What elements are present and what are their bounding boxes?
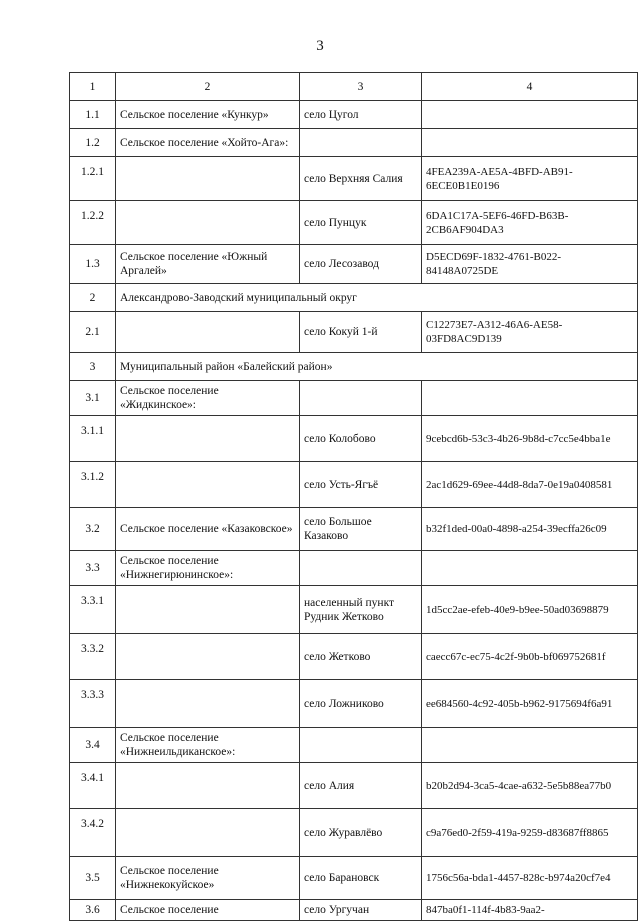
table-row: [70, 462, 638, 508]
row-number: 3.4: [70, 728, 116, 763]
municipality-name: Александрово-Заводский муниципальный округ: [116, 284, 638, 312]
locality-guid: [422, 551, 638, 586]
settlement-name: Сельское поселение «Казаковское»: [116, 508, 300, 551]
locality-name: село Большое Казаково: [300, 508, 422, 551]
table-row: [70, 763, 638, 809]
settlement-name: Сельское поселение «Нижнегирюнинское»:: [116, 551, 300, 586]
locality-guid: [422, 129, 638, 157]
table-row: [70, 353, 638, 381]
row-number: 3.5: [70, 857, 116, 900]
table-row: [70, 312, 638, 353]
locality-guid: 9cebcd6b-53c3-4b26-9b8d-c7cc5e4bba1e: [422, 416, 638, 462]
row-number: 3.1.1: [70, 416, 116, 462]
table-row: [70, 129, 638, 157]
settlement-name: Сельское поселение «Кункур»: [116, 101, 300, 129]
locality-name: [300, 551, 422, 586]
locality-guid: b20b2d94-3ca5-4cae-a632-5e5b88ea77b0: [422, 763, 638, 809]
table-row: [70, 900, 638, 921]
settlement-name: [116, 312, 300, 353]
header-col-4: 4: [422, 73, 638, 101]
locality-guid: 847ba0f1-114f-4b83-9aa2-: [422, 900, 638, 921]
locality-name: село Алия: [300, 763, 422, 809]
locality-guid: C12273E7-A312-46A6-AE58-03FD8AC9D139: [422, 312, 638, 353]
table-row: [70, 857, 638, 900]
table-row: [70, 634, 638, 680]
header-col-1: 1: [70, 73, 116, 101]
locality-name: село Пунцук: [300, 201, 422, 245]
table-row: [70, 381, 638, 416]
settlement-name: Сельское поселение «Нижнеильдиканское»:: [116, 728, 300, 763]
locality-name: село Ургучан: [300, 900, 422, 921]
locality-guid: [422, 728, 638, 763]
locality-guid: 1756c56a-bda1-4457-828c-b974a20cf7e4: [422, 857, 638, 900]
table-row: [70, 245, 638, 284]
settlement-name: [116, 416, 300, 462]
locality-name: село Журавлёво: [300, 809, 422, 857]
locality-name: село Цугол: [300, 101, 422, 129]
row-number: 3.4.1: [70, 763, 116, 809]
row-number: 1.1: [70, 101, 116, 129]
locality-guid: 6DA1C17A-5EF6-46FD-B63B-2CB6AF904DA3: [422, 201, 638, 245]
page-number: 3: [316, 38, 324, 54]
settlement-name: [116, 634, 300, 680]
row-number: 3.1.2: [70, 462, 116, 508]
locality-guid: D5ECD69F-1832-4761-B022-84148A0725DE: [422, 245, 638, 284]
locality-guid: ee684560-4c92-405b-b962-9175694f6a91: [422, 680, 638, 728]
header-col-2: 2: [116, 73, 300, 101]
settlements-table: [69, 72, 638, 921]
settlement-name: [116, 462, 300, 508]
row-number: 3.6: [70, 900, 116, 921]
locality-guid: caecc67c-ec75-4c2f-9b0b-bf069752681f: [422, 634, 638, 680]
settlement-name: [116, 201, 300, 245]
settlement-name: [116, 586, 300, 634]
locality-name: село Лесозавод: [300, 245, 422, 284]
row-number: 2: [70, 284, 116, 312]
row-number: 3.3.3: [70, 680, 116, 728]
locality-guid: 1d5cc2ae-efeb-40e9-b9ee-50ad03698879: [422, 586, 638, 634]
locality-guid: 4FEA239A-AE5A-4BFD-AB91-6ECE0B1E0196: [422, 157, 638, 201]
row-number: 3.3.1: [70, 586, 116, 634]
locality-name: село Верхняя Салия: [300, 157, 422, 201]
row-number: 1.2.2: [70, 201, 116, 245]
table-row: [70, 201, 638, 245]
locality-guid: b32f1ded-00a0-4898-a254-39ecffa26c09: [422, 508, 638, 551]
locality-name: село Барановск: [300, 857, 422, 900]
table-row: [70, 551, 638, 586]
locality-guid: [422, 101, 638, 129]
settlement-name: Сельское поселение: [116, 900, 300, 921]
row-number: 3.3: [70, 551, 116, 586]
row-number: 3.4.2: [70, 809, 116, 857]
municipality-name: Муниципальный район «Балейский район»: [116, 353, 638, 381]
row-number: 2.1: [70, 312, 116, 353]
settlement-name: Сельское поселение «Нижнекокуйское»: [116, 857, 300, 900]
settlement-name: [116, 157, 300, 201]
table-row: [70, 809, 638, 857]
row-number: 1.2.1: [70, 157, 116, 201]
settlement-name: [116, 680, 300, 728]
row-number: 3.1: [70, 381, 116, 416]
table-row: [70, 284, 638, 312]
table-row: [70, 416, 638, 462]
table-row: [70, 728, 638, 763]
row-number: 1.3: [70, 245, 116, 284]
locality-guid: [422, 381, 638, 416]
row-number: 3.3.2: [70, 634, 116, 680]
table-header-row: [70, 73, 638, 101]
locality-guid: c9a76ed0-2f59-419a-9259-d83687ff8865: [422, 809, 638, 857]
table-row: [70, 101, 638, 129]
locality-name: [300, 129, 422, 157]
header-col-3: 3: [300, 73, 422, 101]
settlement-name: [116, 763, 300, 809]
settlement-name: Сельское поселение «Южный Аргалей»: [116, 245, 300, 284]
table-row: [70, 586, 638, 634]
locality-name: село Колобово: [300, 416, 422, 462]
locality-name: населенный пункт Рудник Жетково: [300, 586, 422, 634]
locality-name: [300, 381, 422, 416]
locality-name: село Усть-Ягъё: [300, 462, 422, 508]
table-row: [70, 680, 638, 728]
locality-name: село Жетково: [300, 634, 422, 680]
row-number: 1.2: [70, 129, 116, 157]
table-row: [70, 508, 638, 551]
locality-guid: 2ac1d629-69ee-44d8-8da7-0e19a0408581: [422, 462, 638, 508]
table-row: [70, 157, 638, 201]
locality-name: село Ложниково: [300, 680, 422, 728]
locality-name: [300, 728, 422, 763]
locality-name: село Кокуй 1-й: [300, 312, 422, 353]
row-number: 3.2: [70, 508, 116, 551]
settlement-name: Сельское поселение «Хойто-Ага»:: [116, 129, 300, 157]
settlement-name: Сельское поселение «Жидкинское»:: [116, 381, 300, 416]
row-number: 3: [70, 353, 116, 381]
settlement-name: [116, 809, 300, 857]
